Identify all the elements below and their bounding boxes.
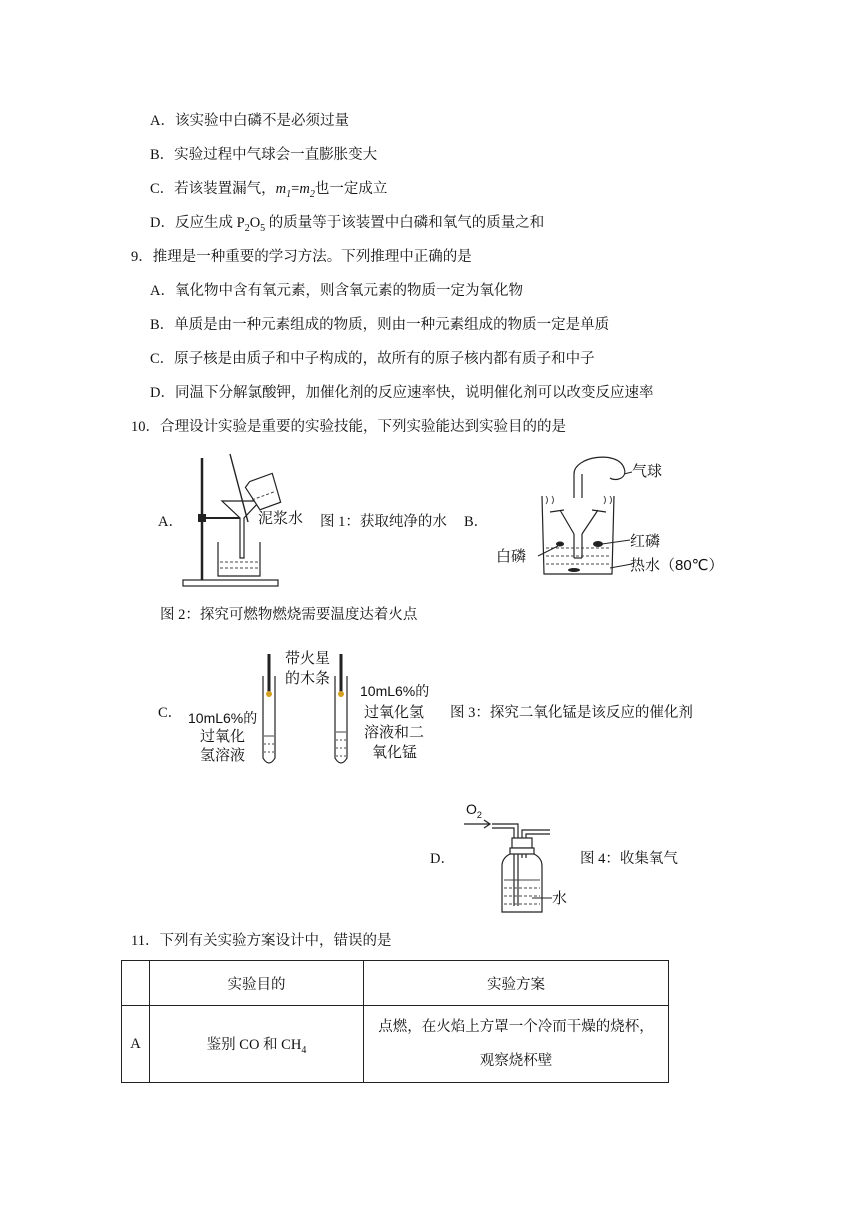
q10-b-label: B．: [464, 514, 489, 530]
math-m2: m: [299, 181, 310, 197]
option-label: A．: [150, 113, 175, 129]
figure-1-caption: 图 1：获取纯净的水: [320, 514, 447, 530]
formula-o: O: [249, 215, 261, 231]
splint-label-2: 的木条: [285, 670, 331, 687]
figure-4-caption: 图 4：收集氧气: [580, 851, 678, 867]
gas-formula: O: [466, 801, 477, 817]
option-label: D．: [150, 215, 175, 231]
option-label: B．: [150, 317, 175, 333]
balloon-label: 气球: [632, 463, 663, 480]
plan-line-2: 观察烧杯壁: [479, 1053, 553, 1069]
right-tube-label-4: 氧化锰: [372, 744, 418, 761]
hot-water-label: 热水（80℃）: [630, 557, 724, 574]
q10-a-label: A．: [158, 514, 183, 530]
q8-option-a: [150, 111, 349, 131]
q9-option-c: [150, 349, 595, 369]
q9-option-b: [150, 315, 609, 335]
option-text: 实验过程中气球会一直膨胀变大: [174, 147, 378, 163]
table-header-cell: 实验方案: [364, 961, 669, 1006]
right-tube-label-1: 10mL6%的: [360, 683, 430, 699]
option-text: 若该装置漏气，: [174, 181, 276, 197]
option-text: 也一定成立: [314, 181, 388, 197]
right-tube-label-3: 溶液和二: [364, 724, 425, 741]
subscript: 2: [476, 809, 482, 820]
option-label: C．: [150, 351, 175, 367]
row-id-cell: A: [122, 1006, 150, 1083]
experiment-table: [121, 960, 669, 1083]
white-phosphorus-label: 白磷: [496, 548, 527, 565]
option-text: 单质是由一种元素组成的物质，则由一种元素组成的物质一定是单质: [174, 317, 610, 333]
q8-option-d: [150, 213, 544, 239]
option-text: 反应生成 P: [174, 215, 245, 231]
left-tube-label-2: 过氧化: [200, 728, 246, 745]
q10-c-label: C．: [158, 705, 183, 721]
q9-option-d: [150, 383, 653, 403]
subscript: 5: [260, 222, 266, 234]
math-m1: m: [275, 181, 287, 197]
q10-stem: 10．合理设计实验是重要的实验技能，下列实验能达到实验目的的是: [131, 419, 566, 435]
figure-3-caption: 图 3：探究二氧化锰是该反应的催化剂: [450, 705, 693, 721]
q8-option-b: [150, 145, 377, 165]
table-header-cell: [122, 961, 150, 1006]
option-text: 该实验中白磷不是必须过量: [174, 113, 349, 129]
mud-water-label: 泥浆水: [258, 510, 304, 527]
plan-cell: [364, 1006, 669, 1083]
left-tube-label-1: 10mL6%的: [188, 710, 258, 726]
goal-cell: [150, 1006, 364, 1083]
table-row: [122, 1006, 669, 1083]
subscript: 4: [301, 1044, 307, 1056]
option-label: B．: [150, 147, 175, 163]
red-phosphorus-label: 红磷: [630, 533, 661, 550]
figure-2-caption: 图 2：探究可燃物燃烧需要温度达着火点: [160, 607, 418, 623]
option-text: 原子核是由质子和中子构成的，故所有的原子核内都有质子和中子: [174, 351, 595, 367]
q9-stem: 9．推理是一种重要的学习方法。下列推理中正确的是: [131, 249, 472, 265]
option-label: C．: [150, 181, 175, 197]
option-text: 的质量等于该装置中白磷和氧气的质量之和: [265, 215, 545, 231]
combustion-experiment-figure: [540, 452, 640, 580]
option-text: 同温下分解氯酸钾，加催化剂的反应速率快，说明催化剂可以改变反应速率: [174, 385, 654, 401]
q11-stem: 11．下列有关实验方案设计中，错误的是: [131, 933, 392, 949]
q10-d-label: D．: [430, 851, 455, 867]
equals: =: [291, 181, 300, 197]
q9-option-a: [150, 281, 523, 301]
option-label: A．: [150, 283, 175, 299]
water-label: 水: [552, 890, 568, 907]
splint-label-1: 带火星: [285, 650, 331, 667]
gas-collection-figure: [462, 818, 562, 918]
q8-option-c: [150, 179, 387, 205]
goal-text: 鉴别 CO 和 CH: [206, 1036, 302, 1053]
right-tube-label-2: 过氧化氢: [364, 704, 425, 721]
option-text: 氧化物中含有氧元素，则含氧元素的物质一定为氧化物: [174, 283, 523, 299]
subscript: 1: [286, 188, 292, 200]
option-label: D．: [150, 385, 175, 401]
subscript: 2: [244, 222, 250, 234]
plan-line-1: 点燃，在火焰上方罩一个冷而干燥的烧杯，: [378, 1019, 654, 1035]
table-header-cell: 实验目的: [150, 961, 364, 1006]
subscript: 2: [309, 188, 315, 200]
table-header-row: [122, 961, 669, 1006]
left-tube-label-3: 氢溶液: [200, 747, 246, 764]
